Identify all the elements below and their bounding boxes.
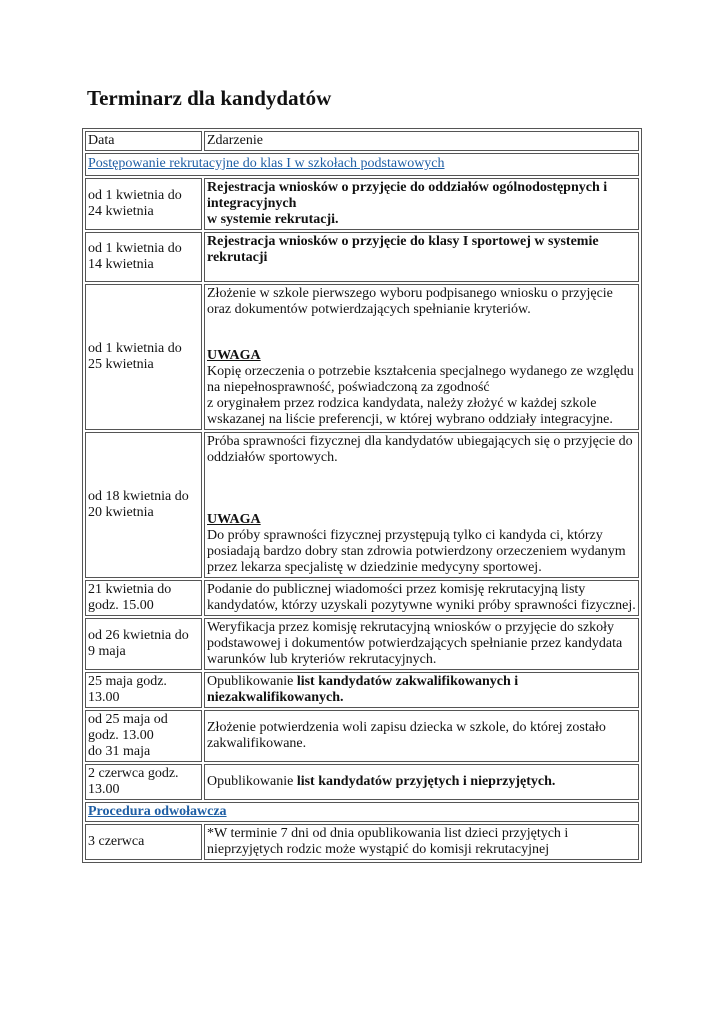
row-date: od 1 kwietnia do 25 kwietnia: [85, 284, 202, 430]
row-event: [204, 178, 639, 230]
row-event: [204, 432, 639, 578]
event-text: Złożenie w szkole pierwszego wyboru podpisanego wniosku o przyjęcie oraz dokumentów potwierdzających spełnianie kryteriów.: [207, 286, 613, 317]
warning-text: Do próby sprawności fizycznej przystępują tylko ci kandyda ci, którzy posiadają bardzo dobry stan zdrowia potwierdzony orzeczeniem wydanym przez lekarza specjalistę w dziedzinie medycyny sportowej.: [207, 528, 626, 575]
table-row: [85, 284, 639, 430]
section-heading-appeal[interactable]: Procedura odwoławcza: [85, 802, 639, 822]
row-date-line: do 31 maja: [88, 744, 151, 759]
event-bold-text: w systemie rekrutacji.: [207, 212, 339, 227]
page-title: Terminarz dla kandydatów: [87, 86, 332, 110]
row-date: 21 kwietnia do godz. 15.00: [85, 580, 202, 616]
event-text: Opublikowanie: [207, 774, 297, 789]
row-event: [204, 232, 639, 282]
row-date: od 18 kwietnia do 20 kwietnia: [85, 432, 202, 578]
row-event: [204, 764, 639, 800]
table-row: [85, 178, 639, 230]
table-header-row: [85, 131, 639, 151]
row-date: [85, 710, 202, 762]
event-text: Próba sprawności fizycznej dla kandydatów ubiegających się o przyjęcie do oddziałów sportowych.: [207, 434, 633, 465]
warning-label: UWAGA: [207, 512, 261, 527]
row-event: [204, 284, 639, 430]
section-heading-row: [85, 802, 639, 822]
event-bold-text: Rejestracja wniosków o przyjęcie do klasy I sportowej w systemie rekrutacji: [207, 234, 599, 265]
header-date: Data: [85, 131, 202, 151]
table-row: [85, 710, 639, 762]
header-event: Zdarzenie: [204, 131, 639, 151]
table-row: [85, 432, 639, 578]
event-bold-text: list kandydatów przyjętych i nieprzyjętych.: [296, 774, 556, 789]
table-row: [85, 580, 639, 616]
table-row: [85, 672, 639, 708]
row-event: Złożenie potwierdzenia woli zapisu dziecka w szkole, do której zostało zakwalifikowane.: [204, 710, 639, 762]
schedule-table: [82, 128, 642, 863]
event-bold-text: Rejestracja wniosków o przyjęcie do oddziałów ogólnodostępnych i integracyjnych: [207, 180, 608, 211]
row-date: 3 czerwca: [85, 824, 202, 860]
row-date: od 1 kwietnia do 14 kwietnia: [85, 232, 202, 282]
row-date: od 1 kwietnia do 24 kwietnia: [85, 178, 202, 230]
section-heading-row: [85, 153, 639, 176]
warning-label: UWAGA: [207, 348, 261, 363]
row-date: 2 czerwca godz. 13.00: [85, 764, 202, 800]
row-date-line: od 25 maja od godz. 13.00: [88, 712, 168, 743]
warning-text: Kopię orzeczenia o potrzebie kształcenia specjalnego wydanego ze względu na niepełnosprawność, poświadczoną za zgodność: [207, 364, 634, 395]
section-heading-admission[interactable]: Postępowanie rekrutacyjne do klas I w szkołach podstawowych: [85, 153, 639, 176]
row-date: 25 maja godz. 13.00: [85, 672, 202, 708]
row-event: Podanie do publicznej wiadomości przez komisję rekrutacyjną listy kandydatów, którzy uzyskali pozytywne wyniki próby sprawności fizycznej.: [204, 580, 639, 616]
row-event: [204, 672, 639, 708]
table-row: [85, 824, 639, 860]
event-text: Opublikowanie: [207, 674, 297, 689]
row-event: *W terminie 7 dni od dnia opublikowania list dzieci przyjętych i nieprzyjętych rodzic może wystąpić do komisji rekrutacyjnej: [204, 824, 639, 860]
table-row: [85, 618, 639, 670]
table-row: [85, 232, 639, 282]
event-bold-text: list kandydatów zakwalifikowanych i niezakwalifikowanych.: [207, 674, 519, 705]
row-date: od 26 kwietnia do 9 maja: [85, 618, 202, 670]
warning-text: z oryginałem przez rodzica kandydata, należy złożyć w każdej szkole wskazanej na liście preferencji, w której wybrano oddziały integracyjne.: [207, 396, 613, 427]
row-event: Weryfikacja przez komisję rekrutacyjną wniosków o przyjęcie do szkoły podstawowej i dokumentów potwierdzających spełnianie przez kandydata warunków lub kryteriów rekrutacyjnych.: [204, 618, 639, 670]
table-row: [85, 764, 639, 800]
